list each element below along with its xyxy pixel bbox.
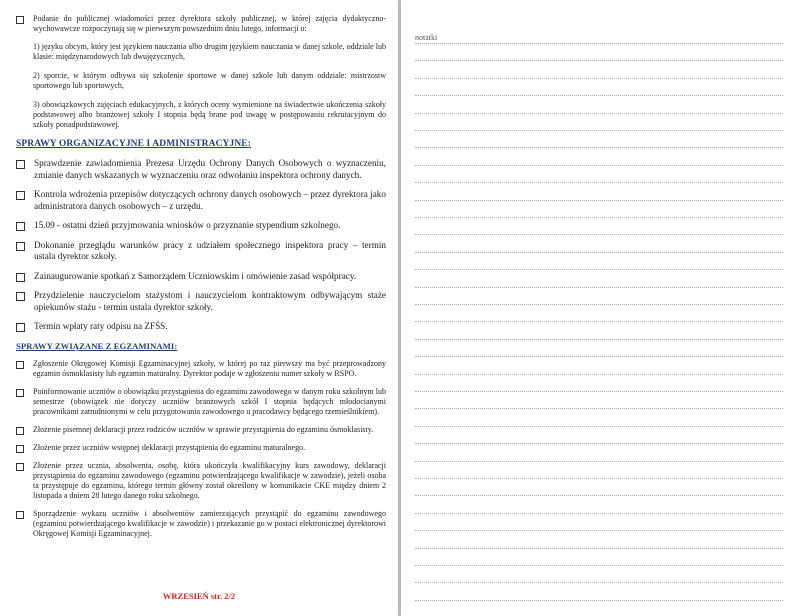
left-page-content: [16, 14, 386, 547]
list-item: [16, 220, 386, 232]
notes-line[interactable]: [415, 565, 783, 566]
checkbox-icon[interactable]: [16, 361, 24, 369]
checkbox-icon[interactable]: [16, 222, 25, 231]
notes-line[interactable]: [415, 426, 783, 427]
notes-line[interactable]: [415, 513, 783, 514]
notes-line[interactable]: [415, 304, 783, 305]
notes-line[interactable]: [415, 287, 783, 288]
list-item-text: Dokonanie przeglądu warunków pracy z udziałem społecznego inspektora pracy – termin ustala dyrektor szkoły.: [34, 239, 386, 261]
list-item-text: Sporządzenie wykazu uczniów i absolwentów zamierzających przystąpić do egzaminu zawodowego (egzaminu potwierdzającego kwalifikacje w zawodzie) i przekazanie go w postaci elektronicznej dyrektorowi Okręgowej Komisji Egzaminacyjnej.: [33, 508, 386, 538]
notes-line[interactable]: [415, 548, 783, 549]
notes-line[interactable]: [415, 95, 783, 96]
notes-line[interactable]: [415, 43, 783, 44]
checkbox-icon[interactable]: [16, 160, 25, 169]
notes-line[interactable]: [415, 130, 783, 131]
notes-line[interactable]: [415, 165, 783, 166]
notes-line[interactable]: [415, 339, 783, 340]
list-item: [16, 240, 386, 263]
notes-line[interactable]: [415, 113, 783, 114]
checkbox-icon[interactable]: [16, 323, 25, 332]
notes-line[interactable]: [415, 60, 783, 61]
notes-line[interactable]: [415, 461, 783, 462]
notes-line[interactable]: [415, 495, 783, 496]
list-item-text: 15.09 - ostatni dzień przyjmowania wniosków o przyznanie stypendium szkolnego.: [34, 220, 341, 230]
list-item: [16, 509, 386, 539]
list-item: [16, 387, 386, 417]
notes-line[interactable]: [415, 478, 783, 479]
checkbox-icon[interactable]: [16, 16, 24, 24]
notes-line[interactable]: [415, 200, 783, 201]
list-item-text: Złożenie pisemnej deklaracji przez rodziców uczniów w sprawie przystąpienia do egzaminu ósmoklasisty.: [33, 424, 374, 434]
notes-label: notatki: [415, 33, 438, 42]
notes-line[interactable]: [415, 582, 783, 583]
notes-line[interactable]: [415, 374, 783, 375]
notes-line[interactable]: [415, 269, 783, 270]
checkbox-icon[interactable]: [16, 463, 24, 471]
list-item: [16, 290, 386, 313]
notes-line[interactable]: [415, 217, 783, 218]
intro-item: [16, 14, 386, 34]
list-item: [16, 443, 386, 453]
left-page: [0, 0, 398, 616]
list-item-text: Zgłoszenie Okręgowej Komisji Egzaminacyjnej szkoły, w której po raz pierwszy ma być przeprowadzony egzamin ósmoklasisty lub egzamin maturalny. Dyrektor podaje w zgłoszeniu numer szkoły w RSPO.: [33, 358, 386, 378]
notes-line[interactable]: [415, 600, 783, 601]
list-item-text: Zainaugurowanie spotkań z Samorządem Uczniowskim i omówienie zasad współpracy.: [34, 270, 357, 281]
intro-point-2: 2) sporcie, w którym odbywa się szkolenie sportowe w danej szkole lub danym oddziale: mistrzostw sportowego lub sportowych,: [33, 71, 386, 90]
checkbox-icon[interactable]: [16, 273, 25, 282]
list-item: [16, 158, 386, 181]
intro-point-3: 3) obowiązkowych zajęciach edukacyjnych, z których oceny wymienione na świadectwie ukończenia szkoły podstawowej albo branżowej szkoły I stopnia będą brane pod uwagę w postępowaniu rekrutacyjnym do szkoły ponadpodstawowej.: [33, 100, 386, 129]
list-item: [16, 425, 386, 435]
checkbox-icon[interactable]: [16, 427, 24, 435]
list-item: [16, 189, 386, 212]
list-item-text: Sprawdzenie zawiadomienia Prezesa Urzędu Ochrony Danych Osobowych o wyznaczeniu, zmianie danych wskazanych w wyznaczeniu oraz odwołaniu inspektora ochrony danych.: [34, 158, 386, 180]
list-item-text: Złożenie przez ucznia, absolwenta, osobę, która ukończyła kwalifikacyjny kurs zawodowy, deklaracji przystąpienia do egzaminu zawodowego (egzaminu potwierdzającego kwalifikacje w zawodzie), jeżeli osoba ta przystępuje do egzaminu, którego termin główny został określony w komunikacie CKE między dniem 2 listopada a dniem 28 lutego danego roku szkolnego.: [33, 460, 386, 500]
list-item-text: Poinformowanie uczniów o obowiązku przystąpienia do egzaminu zawodowego w danym roku szkolnym lub semestrze (obowiązek nie dotyczy uczniów branżowych szkół I stopnia będących młodocianymi pracownikami zatrudnionymi w celu przygotowania zawodowego u pracodawcy będącego rzemieślnikiem).: [33, 386, 386, 416]
notes-line[interactable]: [415, 182, 783, 183]
list-item: [16, 461, 386, 501]
section-heading-exams: SPRAWY ZWIĄZANE Z EGZAMINAMI:: [16, 340, 178, 351]
list-item-text: Kontrola wdrożenia przepisów dotyczących ochrony danych osobowych – przez dyrektora jako administratora danych osobowych – z urzędu.: [34, 189, 386, 211]
checkbox-icon[interactable]: [16, 445, 24, 453]
notes-line[interactable]: [415, 356, 783, 357]
notes-line[interactable]: [415, 234, 783, 235]
notes-line[interactable]: [415, 391, 783, 392]
list-item-text: Termin wpłaty raty odpisu na ZFŚS.: [34, 321, 168, 331]
notes-line[interactable]: [415, 147, 783, 148]
notes-line[interactable]: [415, 78, 783, 79]
notes-line[interactable]: [415, 252, 783, 253]
list-item: [16, 321, 386, 333]
checkbox-icon[interactable]: [16, 292, 25, 301]
notes-line[interactable]: [415, 443, 783, 444]
notes-line[interactable]: [415, 408, 783, 409]
intro-text: Podanie do publicznej wiadomości przez dyrektora szkoły publicznej, w której zajęcia dydaktyczno-wychowawcze rozpoczynają się w pierwszym powszednim dniu lutego, informacji o:: [33, 14, 386, 33]
list-item-text: Złożenie przez uczniów wstępnej deklaracji przystąpienia do egzaminu maturalnego.: [33, 442, 306, 452]
checkbox-icon[interactable]: [16, 191, 25, 200]
checkbox-icon[interactable]: [16, 242, 25, 251]
intro-point-1: 1) języku obcym, który jest językiem nauczania albo drugim językiem nauczania w danej szkole, oddziale lub klasie: międzynarodowych lub dwujęzycznych,: [33, 42, 386, 61]
section-heading-organizational: SPRAWY ORGANIZACYJNE I ADMINISTRACYJNE:: [16, 139, 251, 149]
list-item: [16, 271, 386, 283]
notes-line[interactable]: [415, 321, 783, 322]
notes-line[interactable]: [415, 530, 783, 531]
list-item: [16, 359, 386, 379]
checkbox-icon[interactable]: [16, 389, 24, 397]
page-footer: WRZESIEŃ str. 2/2: [162, 591, 236, 601]
list-item-text: Przydzielenie nauczycielom stażystom i nauczycielom kontraktowym odbywającym staże opiekunów stażu - termin ustala dyrektor szkoły.: [34, 290, 386, 312]
checkbox-icon[interactable]: [16, 511, 24, 519]
notes-page: [401, 0, 800, 616]
